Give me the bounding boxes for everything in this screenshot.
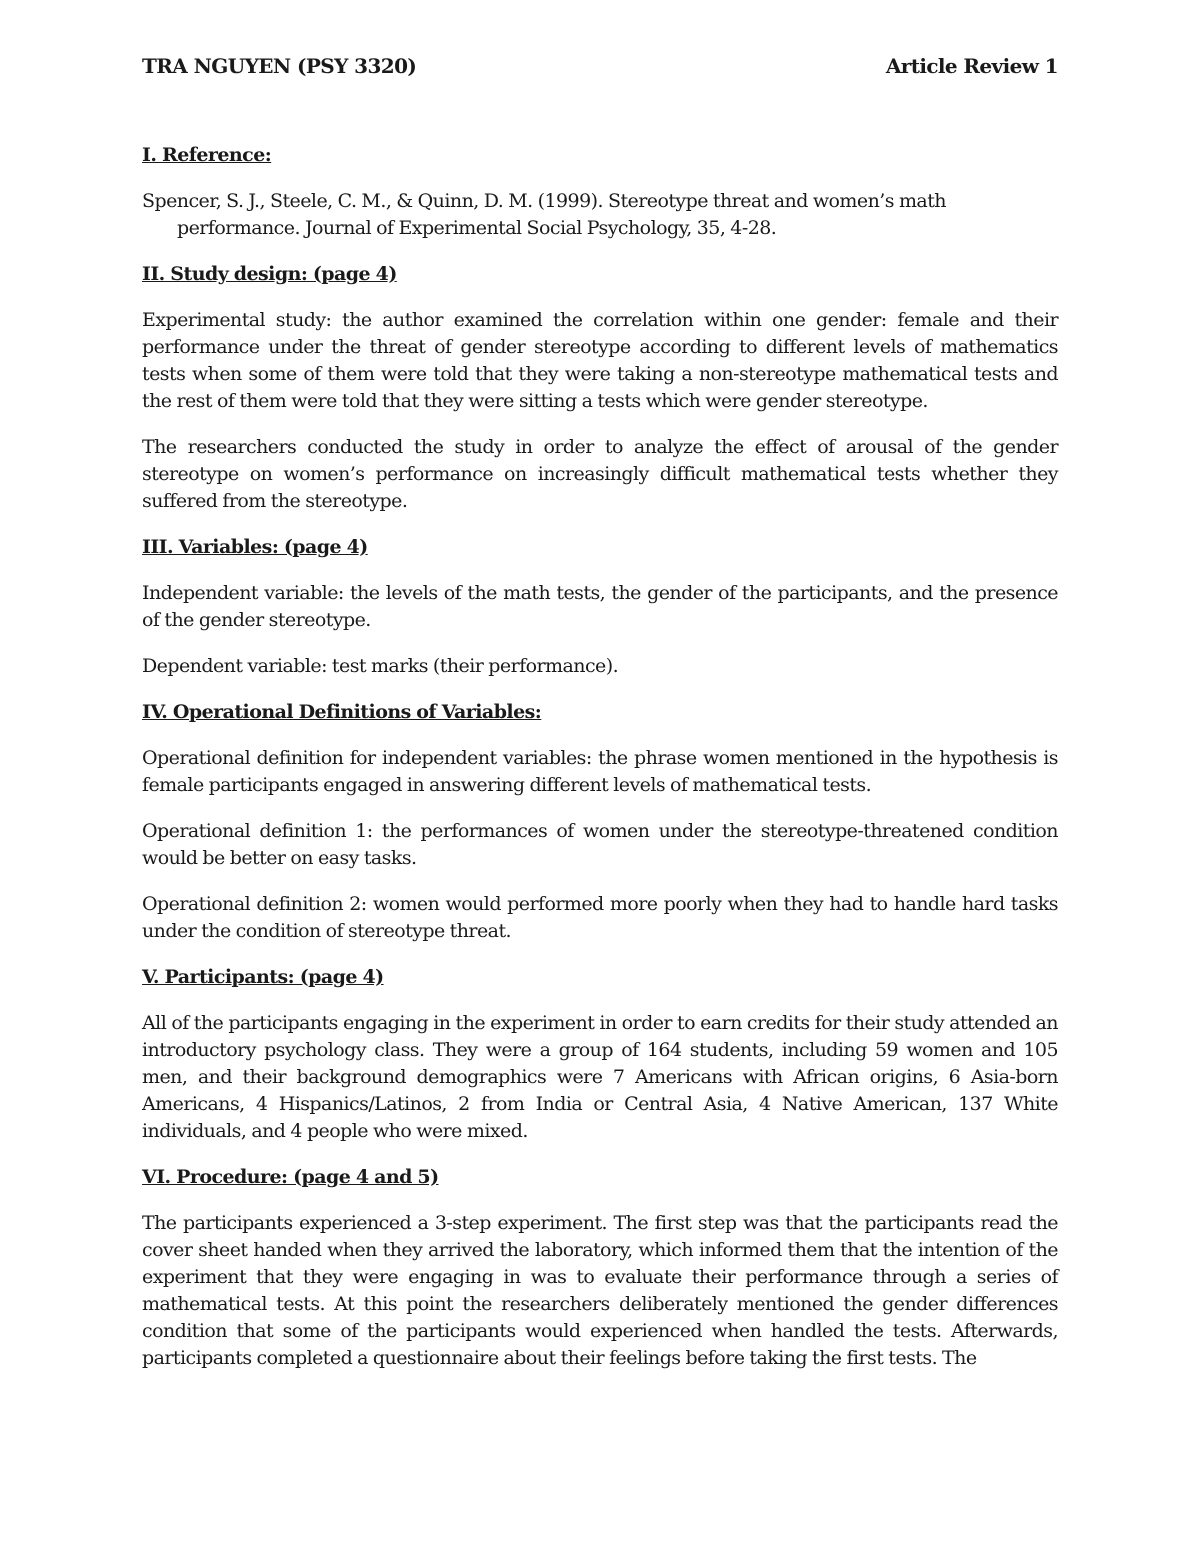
section-heading-variables: III. Variables: (page 4) (142, 536, 368, 558)
independent-variable-paragraph: Independent variable: the levels of the math tests, the gender of the participants, and the presence of the gender stereotype. (142, 582, 1058, 631)
page-header (142, 54, 1058, 78)
procedure-paragraph: The participants experienced a 3-step experiment. The first step was that the participants read the cover sheet handed when they arrived the laboratory, which informed them that the intention of the experiment that they were engaging in was to evaluate their performance through a series of mathematical tests. At this point the researchers deliberately mentioned the gender differences condition that some of the participants would experienced when handled the tests. Afterwards, participants completed a questionnaire about their feelings before taking the first tests. The (142, 1212, 1058, 1369)
study-design-paragraph-1: Experimental study: the author examined the correlation within one gender: female and their performance under the threat of gender stereotype according to different levels of mathematics tests when some of them were told that they were taking a non-stereotype mathematical tests and the rest of them were told that they were sitting a tests which were gender stereotype. (142, 309, 1058, 412)
operational-definition-paragraph-3: Operational definition 2: women would performed more poorly when they had to handle hard tasks under the condition of stereotype threat. (142, 893, 1058, 942)
section-heading-reference: I. Reference: (142, 144, 272, 166)
document-body (142, 142, 1058, 1391)
participants-paragraph: All of the participants engaging in the experiment in order to earn credits for their study attended an introductory psychology class. They were a group of 164 students, including 59 women and 105 men, and their background demographics were 7 Americans with African origins, 6 Asia-born Americans, 4 Hispanics/Latinos, 2 from India or Central Asia, 4 Native American, 137 White individuals, and 4 people who were mixed. (142, 1012, 1058, 1142)
section-heading-operational-definitions: IV. Operational Definitions of Variables: (142, 701, 542, 723)
section-heading-study-design: II. Study design: (page 4) (142, 263, 397, 285)
header-author-course: TRA NGUYEN (PSY 3320) (142, 54, 417, 78)
dependent-variable-paragraph: Dependent variable: test marks (their performance). (142, 655, 619, 677)
section-heading-participants: V. Participants: (page 4) (142, 966, 384, 988)
reference-citation: Spencer, S. J., Steele, C. M., & Quinn, D. M. (1999). Stereotype threat and women’s math performance. Journal of Experimental Social Psychology, 35, 4-28. (142, 190, 946, 239)
operational-definition-paragraph-1: Operational definition for independent variables: the phrase women mentioned in the hypothesis is female participants engaged in answering different levels of mathematical tests. (142, 747, 1058, 796)
header-document-title: Article Review 1 (885, 54, 1058, 78)
study-design-paragraph-2: The researchers conducted the study in order to analyze the effect of arousal of the gender stereotype on women’s performance on increasingly difficult mathematical tests whether they suffered from the stereotype. (142, 436, 1058, 512)
operational-definition-paragraph-2: Operational definition 1: the performances of women under the stereotype-threatened condition would be better on easy tasks. (142, 820, 1058, 869)
section-heading-procedure: VI. Procedure: (page 4 and 5) (142, 1166, 439, 1188)
